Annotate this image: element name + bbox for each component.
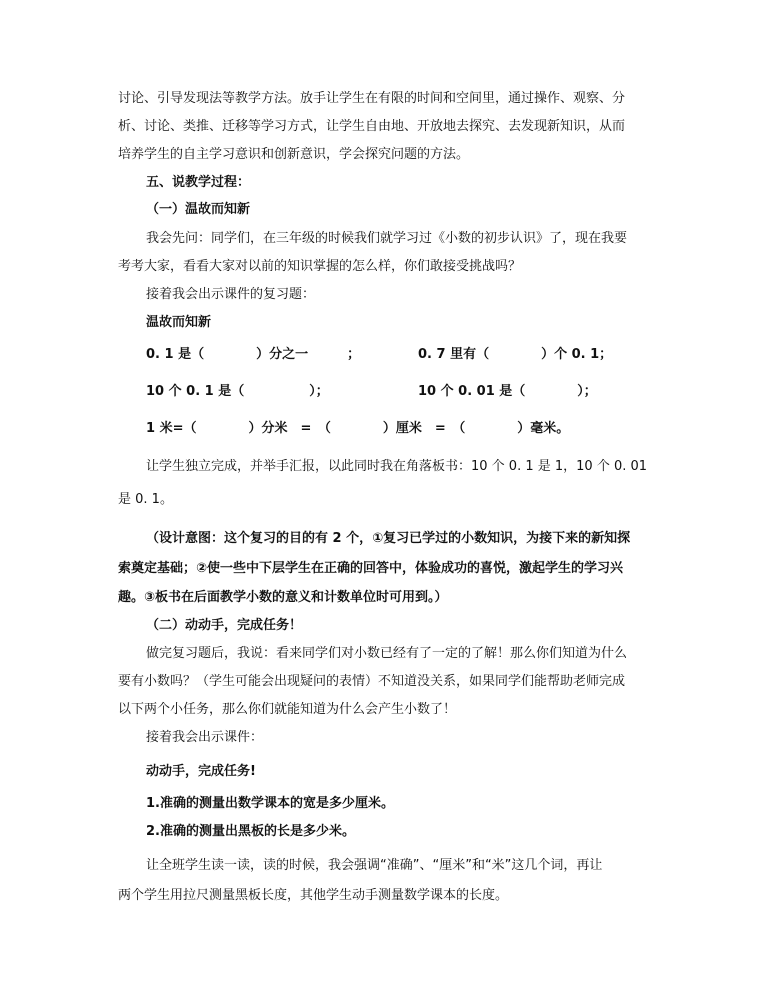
- paragraph-line: 是 0. 1。: [118, 492, 173, 507]
- paragraph-line: 析、讨论、类推、迁移等学习方式，让学生自由地、开放地去探究、去发现新知识，从而: [118, 119, 626, 134]
- design-intent-line: 索奠定基础；②使一些中下层学生在正确的回答中，体验成功的喜悦，激起学生的学习兴: [118, 561, 624, 576]
- paragraph-line: 接着我会出示课件：: [146, 730, 264, 745]
- task-item: 1.准确的测量出数学课本的宽是多少厘米。: [146, 796, 394, 811]
- review-item: 10 个 0. 01 是（ ）；: [418, 384, 597, 399]
- paragraph-line: 做完复习题后，我说：看来同学们对小数已经有了一定的了解！那么你们知道为什么: [146, 646, 628, 661]
- section-heading: 五、说教学过程：: [146, 175, 251, 190]
- paragraph-line: 我会先问：同学们，在三年级的时候我们就学习过《小数的初步认识》了，现在我要: [146, 231, 628, 246]
- review-item: 0. 1 是（ ）分之一 ；: [146, 347, 361, 362]
- subsection-heading: （一）温故而知新: [146, 202, 251, 217]
- paragraph-line: 考考大家，看看大家对以前的知识掌握的怎么样，你们敢接受挑战吗？: [118, 259, 522, 274]
- subsection-heading: （二）动动手，完成任务！: [146, 618, 303, 633]
- paragraph-line: 以下两个小任务，那么你们就能知道为什么会产生小数了！: [118, 702, 457, 717]
- paragraph-line: 培养学生的自主学习意识和创新意识，学会探究问题的方法。: [118, 147, 470, 162]
- task-title: 动动手，完成任务!: [146, 764, 256, 779]
- review-item: 0. 7 里有（ ）个 0. 1；: [418, 347, 613, 362]
- paragraph-line: 让学生独立完成，并举手汇报，以此同时我在角落板书：10 个 0. 1 是 1，10 个 0. 01: [146, 459, 648, 474]
- review-title: 温故而知新: [146, 315, 212, 330]
- design-intent-line: 趣。③板书在后面教学小数的意义和计数单位时可用到。）: [118, 590, 448, 605]
- paragraph-line: 接着我会出示课件的复习题：: [146, 287, 316, 302]
- review-item: 1 米=（ ）分米 = （ ）厘米 = （ ）毫米。: [146, 421, 570, 436]
- paragraph-line: 两个学生用拉尺测量黑板长度，其他学生动手测量数学课本的长度。: [118, 888, 509, 903]
- paragraph-line: 让全班学生读一读，读的时候，我会强调“准确”、“厘米”和“米”这几个词，再让: [146, 858, 603, 873]
- design-intent-line: （设计意图：这个复习的目的有 2 个，①复习已学过的小数知识，为接下来的新知探: [146, 531, 631, 546]
- paragraph-line: 要有小数吗？（学生可能会出现疑问的表情）不知道没关系，如果同学们能帮助老师完成: [118, 674, 626, 689]
- review-item: 10 个 0. 1 是（ ）；: [146, 384, 329, 399]
- paragraph-line: 讨论、引导发现法等教学方法。放手让学生在有限的时间和空间里，通过操作、观察、分: [118, 91, 626, 106]
- task-item: 2.准确的测量出黑板的长是多少米。: [146, 824, 355, 839]
